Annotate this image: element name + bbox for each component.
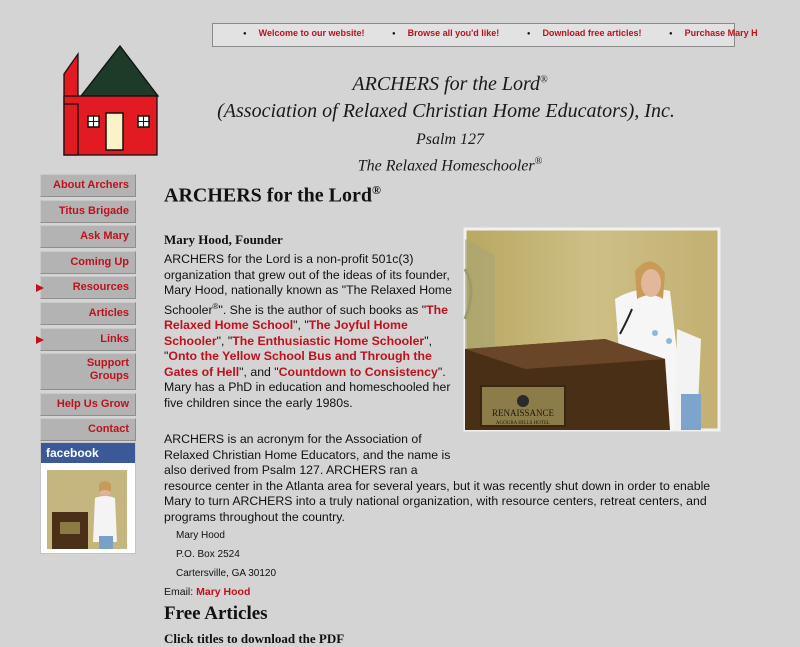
intro-text: ", " [216,333,233,348]
intro-text: ", " [164,333,433,364]
intro-text: ARCHERS for the Lord is a non-profit 501c(3) organization that grew out of the ideas of its founder, Mary Hood, nationally known as "The Relaxed Home Schooler [164,252,453,317]
nav-support-groups[interactable] [40,353,136,390]
acronym-paragraph [164,432,724,525]
intro-text: ", " [293,318,309,333]
nav-resources[interactable] [40,276,136,299]
nav-links-label: Links [100,332,129,345]
address-line: Cartersville, GA 30120 [176,568,277,579]
ticker-item[interactable]: ● Download free articles! [527,28,642,38]
book-link-joyful-home-schooler[interactable]: The Joyful Home Schooler [164,318,408,348]
book-link-relaxed-home-school[interactable]: The Relaxed Home School [164,302,448,333]
founder-heading: Mary Hood, Founder [164,232,283,247]
podium-sign-text: RENAISSANCE [491,408,555,418]
sidebar-nav [40,174,136,444]
header-subtitle: (Association of Relaxed Christian Home Educators), Inc. [217,100,675,122]
nav-articles[interactable]: Articles [40,302,136,325]
news-ticker [212,23,758,47]
arrow-right-icon [36,336,44,344]
podium-sign-subtext: AGOURA HILLS HOTEL [495,421,551,426]
intro-text: ". She is the author of such books as " [218,302,427,317]
registered-mark: ® [534,156,543,167]
free-articles-subheading: Click titles to download the PDF [164,631,345,646]
nav-coming-up[interactable]: Coming Up [40,251,136,274]
nav-support-groups-label: Support Groups [86,357,129,383]
header-tagline-text: The Relaxed Homeschooler [357,157,535,175]
facebook-logo: facebook [41,443,135,463]
header-title [300,73,600,96]
intro-text: ". Mary has a PhD in education and homeschooled her five children since the early 1980s. [164,364,451,410]
nav-contact[interactable]: Contact [40,418,136,441]
ticker-item[interactable]: ● Welcome to our website! [243,28,364,38]
intro-text: ", and " [239,364,279,379]
registered-mark: ® [212,301,219,311]
nav-links[interactable] [40,328,136,351]
nav-help-us-grow[interactable]: Help Us Grow [40,393,136,416]
registered-mark: ® [371,183,381,197]
nav-ask-mary[interactable]: Ask Mary [40,225,136,248]
header-psalm: Psalm 127 [416,131,484,148]
ticker-item[interactable]: ● Browse all you'd like! [392,28,499,38]
header-title-text: ARCHERS for the Lord [352,73,540,95]
book-link-countdown-to-consistency[interactable]: Countdown to Consistency [278,364,438,379]
nav-titus-brigade[interactable]: Titus Brigade [40,200,136,223]
page-title [164,183,381,208]
email-line [164,586,250,598]
registered-mark: ® [539,74,548,86]
arrow-right-icon [36,284,44,292]
email-label: Email: [164,586,194,598]
book-link-yellow-school-bus[interactable]: Onto the Yellow School Bus and Through the Gates of Hell [164,349,432,379]
page-title-text: ARCHERS for the Lord [164,184,372,207]
nav-about-archers[interactable]: About Archers [40,174,136,197]
house-logo[interactable] [59,46,159,158]
acronym-text: ARCHERS is an acronym for the Association of Relaxed Christian Home Educators, and the name is also derived from Psalm 127. ARCHERS ran a resource center in the Atlanta area for several years, but it was recently shut down in order to enable Mary to turn ARCHERS into a truly national organization, with resource centers, retreat centers, and programs throughout the country. [164,432,711,524]
header-tagline [300,156,600,175]
ticker-item[interactable]: ● Purchase Mary H [669,28,758,38]
nav-resources-label: Resources [72,281,129,294]
facebook-badge[interactable] [40,442,136,554]
facebook-photo-thumbnail [47,470,127,549]
address-line: Mary Hood [176,530,225,541]
ticker-track [243,28,783,38]
address-line: P.O. Box 2524 [176,549,240,560]
intro-paragraph [164,252,460,411]
free-articles-heading: Free Articles [164,603,268,624]
book-link-enthusiastic-home-schooler[interactable]: The Enthusiastic Home Schooler [232,333,425,348]
founder-photo [465,229,719,430]
email-link[interactable]: Mary Hood [196,586,251,598]
